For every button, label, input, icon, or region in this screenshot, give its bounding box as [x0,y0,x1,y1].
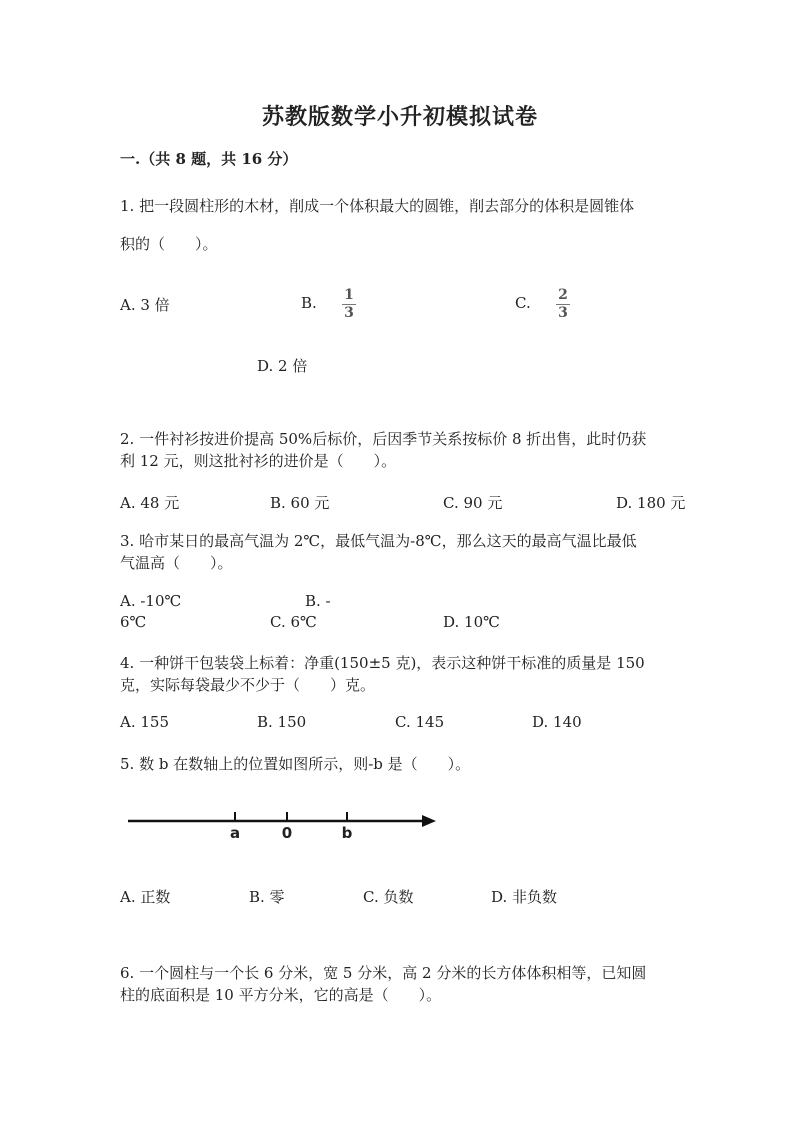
arrow-right-icon [422,815,436,827]
question-4-line-2: 克，实际每袋最少不少于（ ）克。 [120,676,376,694]
fraction-numerator: 1 [344,287,354,303]
q4-option-c[interactable]: C. 145 [395,713,445,731]
question-6-line-2: 柱的底面积是 10 平方分米，它的高是（ ）。 [120,986,442,1004]
question-2-line-2: 利 12 元，则这批衬衫的进价是（ ）。 [120,452,397,470]
question-4 [120,652,680,696]
q2-option-c[interactable]: C. 90 元 [443,494,503,512]
question-5-line-1: 5. 数 b 在数轴上的位置如图所示，则-b 是（ ）。 [120,755,471,773]
q1-option-c-label[interactable]: C. [515,294,531,312]
q3-option-b[interactable]: B. - [305,592,331,610]
question-3-line-1: 3. 哈市某日的最高气温为 2℃，最低气温为-8℃，那么这天的最高气温比最低 [120,532,637,550]
q4-option-d[interactable]: D. 140 [532,713,582,731]
number-line-label-b: b [341,824,353,842]
question-2-line-1: 2. 一件衬衫按进价提高 50%后标价，后因季节关系按标价 8 折出售，此时仍获 [120,430,647,448]
question-2 [120,428,680,472]
q2-option-b[interactable]: B. 60 元 [270,494,330,512]
q3-option-b-continued: 6℃ [120,613,147,631]
fraction-numerator: 2 [558,287,568,303]
fraction-denominator: 3 [558,305,568,321]
q5-option-d[interactable]: D. 非负数 [491,888,558,906]
question-1-line-1: 1. 把一段圆柱形的木材，削成一个体积最大的圆锥，削去部分的体积是圆锥体 [120,197,635,215]
q1-option-a[interactable]: A. 3 倍 [120,296,170,314]
fraction-denominator: 3 [344,305,354,321]
q1-option-b-label[interactable]: B. [301,294,317,312]
question-3-line-2: 气温高（ ）。 [120,554,233,572]
q4-option-b[interactable]: B. 150 [257,713,307,731]
question-5 [120,753,680,775]
question-1-line-2: 积的（ ）。 [120,235,218,253]
number-line-label-0: 0 [281,824,293,842]
question-6 [120,962,680,1006]
q1-option-c-fraction [555,288,571,321]
q5-option-a[interactable]: A. 正数 [120,888,171,906]
q5-option-c[interactable]: C. 负数 [363,888,414,906]
page-title: 苏教版数学小升初模拟试卷 [261,104,538,130]
question-4-line-1: 4. 一种饼干包装袋上标着：净重(150±5 克)，表示这种饼干标准的质量是 150 [120,654,645,672]
q3-option-a[interactable]: A. -10℃ [120,592,182,610]
question-6-line-1: 6. 一个圆柱与一个长 6 分米，宽 5 分米，高 2 分米的长方体体积相等，已知圆 [120,964,647,982]
number-line-label-a: a [229,824,241,842]
q1-option-b-fraction [341,288,357,321]
q4-option-a[interactable]: A. 155 [120,713,169,731]
question-1 [120,187,680,263]
section-header: 一.（共 8 题，共 16 分） [120,150,298,168]
q5-option-b[interactable]: B. 零 [249,888,285,906]
q2-option-d[interactable]: D. 180 元 [616,494,686,512]
q3-option-c[interactable]: C. 6℃ [270,613,317,631]
q2-option-a[interactable]: A. 48 元 [120,494,180,512]
question-3 [120,530,680,574]
q1-option-d[interactable]: D. 2 倍 [257,357,308,375]
number-line-figure [120,800,450,850]
q3-option-d[interactable]: D. 10℃ [443,613,500,631]
